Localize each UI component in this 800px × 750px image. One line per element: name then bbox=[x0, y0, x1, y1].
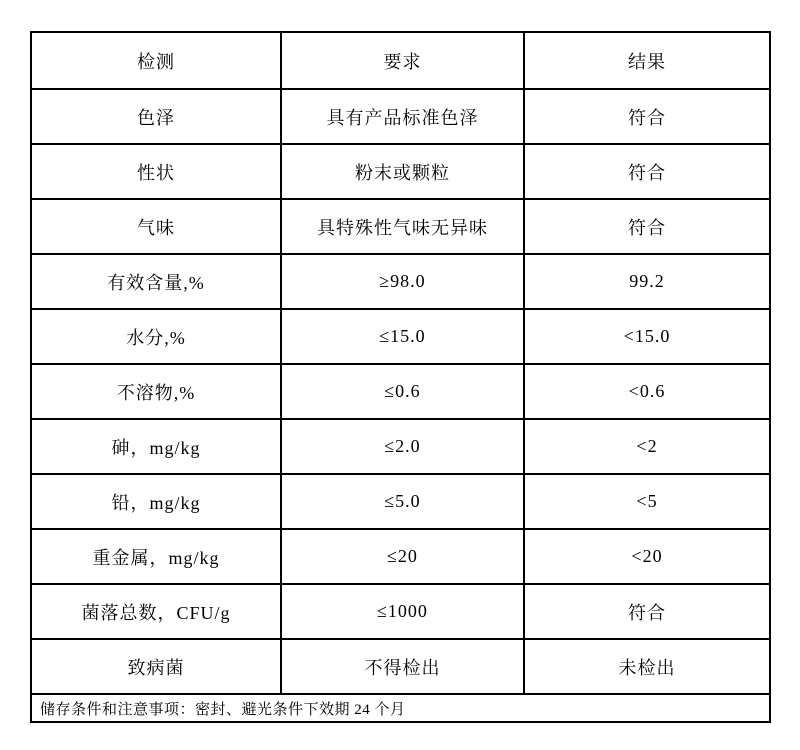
cell-test: 性状 bbox=[31, 144, 281, 199]
cell-test: 水分,% bbox=[31, 309, 281, 364]
table-row-pathogens bbox=[31, 639, 770, 694]
table-row-arsenic bbox=[31, 419, 770, 474]
column-header-test: 检测 bbox=[31, 32, 281, 89]
cell-result: 符合 bbox=[524, 144, 770, 199]
cell-result: 符合 bbox=[524, 89, 770, 144]
cell-requirement: 具有产品标准色泽 bbox=[281, 89, 524, 144]
cell-result: 符合 bbox=[524, 199, 770, 254]
cell-result: <0.6 bbox=[524, 364, 770, 419]
cell-test: 气味 bbox=[31, 199, 281, 254]
cell-result: 99.2 bbox=[524, 254, 770, 309]
column-header-result: 结果 bbox=[524, 32, 770, 89]
cell-result: <20 bbox=[524, 529, 770, 584]
cell-test: 铅，mg/kg bbox=[31, 474, 281, 529]
table-footer-row bbox=[31, 694, 770, 722]
cell-requirement: ≥98.0 bbox=[281, 254, 524, 309]
table-row-total-plate-count bbox=[31, 584, 770, 639]
cell-requirement: ≤20 bbox=[281, 529, 524, 584]
cell-test: 致病菌 bbox=[31, 639, 281, 694]
cell-requirement: ≤2.0 bbox=[281, 419, 524, 474]
cell-requirement: ≤0.6 bbox=[281, 364, 524, 419]
table-row-appearance bbox=[31, 144, 770, 199]
cell-requirement: ≤5.0 bbox=[281, 474, 524, 529]
cell-requirement: ≤1000 bbox=[281, 584, 524, 639]
table-header-row bbox=[31, 32, 770, 89]
inspection-table bbox=[30, 31, 771, 723]
column-header-requirement: 要求 bbox=[281, 32, 524, 89]
table-row-moisture bbox=[31, 309, 770, 364]
cell-test: 重金属，mg/kg bbox=[31, 529, 281, 584]
table-row-odor bbox=[31, 199, 770, 254]
storage-note: 储存条件和注意事项：密封、避光条件下效期 24 个月 bbox=[31, 694, 770, 722]
table-row-insolubles bbox=[31, 364, 770, 419]
cell-requirement: 具特殊性气味无异味 bbox=[281, 199, 524, 254]
cell-result: <5 bbox=[524, 474, 770, 529]
cell-result: 符合 bbox=[524, 584, 770, 639]
table-row-lead bbox=[31, 474, 770, 529]
cell-test: 色泽 bbox=[31, 89, 281, 144]
table-row-heavy-metals bbox=[31, 529, 770, 584]
cell-result: <15.0 bbox=[524, 309, 770, 364]
cell-requirement: 粉末或颗粒 bbox=[281, 144, 524, 199]
cell-test: 不溶物,% bbox=[31, 364, 281, 419]
cell-test: 砷，mg/kg bbox=[31, 419, 281, 474]
cell-test: 有效含量,% bbox=[31, 254, 281, 309]
cell-requirement: ≤15.0 bbox=[281, 309, 524, 364]
cell-requirement: 不得检出 bbox=[281, 639, 524, 694]
table-row-color bbox=[31, 89, 770, 144]
table-row-active-content bbox=[31, 254, 770, 309]
cell-result: 未检出 bbox=[524, 639, 770, 694]
cell-test: 菌落总数，CFU/g bbox=[31, 584, 281, 639]
cell-result: <2 bbox=[524, 419, 770, 474]
